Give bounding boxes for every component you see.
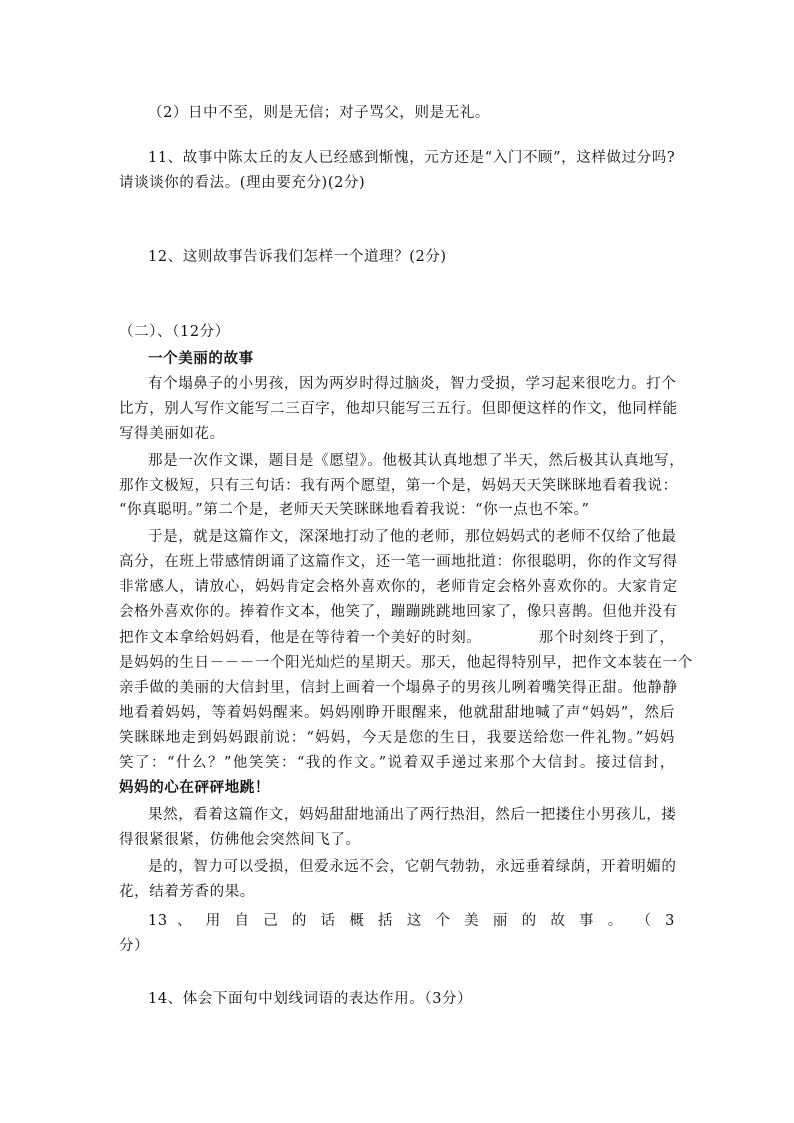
question-11-line-2: 请谈谈你的看法。(理由要充分)(2分) [119, 175, 366, 191]
story-title: 一个美丽的故事 [148, 350, 254, 367]
story-line-8: 高分，在班上带感情朗诵了这篇作文，还一笔一画地批道：你很聪明，你的作文写得 [119, 554, 678, 570]
story-line-4: 那是一次作文课，题目是《愿望》。他极其认真地想了半天，然后极其认真地写， [148, 453, 685, 469]
story-line-14: 地看着妈妈，等着妈妈醒来。妈妈刚睁开眼醒来，他就甜甜地喊了声“妈妈”，然后 [119, 705, 675, 721]
story-line-5: 那作文极短，只有三句话：我有两个愿望，第一个是，妈妈天天笑眯眯地看着我说： [119, 478, 678, 494]
question-13-line-1: 13 、 用 自 己 的 话 概 括 这 个 美 丽 的 故 事 。 （ 3 [148, 913, 675, 929]
answer-2-line: （2）日中不至，则是无信；对子骂父，则是无礼。 [148, 105, 491, 121]
story-line-19: 得很紧很紧，仿佛他会突然间飞了。 [119, 832, 361, 848]
section-2-heading: （二）、（12分） [119, 324, 230, 340]
story-line-7: 于是，就是这篇作文，深深地打动了他的老师，那位妈妈式的老师不仅给了他最 [148, 529, 677, 545]
story-line-13: 亲手做的美丽的大信封里，信封上画着一个塌鼻子的男孩儿咧着嘴笑得正甜。他静静 [119, 680, 678, 696]
story-line-12: 是妈妈的生日－－－一个阳光灿烂的星期天。那天，他起得特别早，把作文本装在一个 [119, 655, 693, 671]
story-line-1: 有个塌鼻子的小男孩，因为两岁时得过脑炎，智力受损，学习起来很吃力。打个 [148, 376, 677, 392]
question-12: 12、这则故事告诉我们怎样一个道理？(2分) [148, 249, 447, 265]
story-line-16: 笑了：“什么？”他笑笑：“我的作文。”说着双手递过来那个大信封。接过信封， [119, 755, 675, 771]
story-line-9: 非常感人，请放心，妈妈肯定会格外喜欢你的，老师肯定会格外喜欢你的。大家肯定 [119, 579, 678, 595]
story-line-21: 花，结着芳香的果。 [119, 884, 255, 900]
story-line-15: 笑眯眯地走到妈妈跟前说：“妈妈，今天是您的生日，我要送给您一件礼物。”妈妈 [119, 730, 675, 746]
story-line-6: “你真聪明。”第二个是，老师天天笑眯眯地看着我说：“你一点也不笨。” [119, 502, 590, 518]
question-14: 14、体会下面句中划线词语的表达作用。（3分） [148, 991, 473, 1007]
story-line-17: 妈妈的心在砰砰地跳！ [119, 779, 270, 796]
story-line-20: 是的，智力可以受损，但爱永远不会，它朝气勃勃，永远垂着绿荫，开着明媚的 [148, 859, 677, 875]
question-13-line-2: 分） [119, 938, 150, 954]
story-line-3: 写得美丽如花。 [119, 426, 225, 442]
story-line-11: 把作文本拿给妈妈看，他是在等待着一个美好的时刻。 那个时刻终于到了， [119, 630, 675, 646]
story-line-2: 比方，别人写作文能写二三百字，他却只能写三五行。但即便这样的作文，他同样能 [119, 401, 678, 417]
question-11-line-1: 11、故事中陈太丘的友人已经感到惭愧，元方还是“入门不顾”，这样做过分吗? [148, 150, 676, 166]
story-line-10: 会格外喜欢你的。捧着作文本，他笑了，蹦蹦跳跳地回家了，像只喜鹊。但他并没有 [119, 604, 678, 620]
story-line-18: 果然，看着这篇作文，妈妈甜甜地涌出了两行热泪，然后一把搂住小男孩儿，搂 [148, 807, 677, 823]
